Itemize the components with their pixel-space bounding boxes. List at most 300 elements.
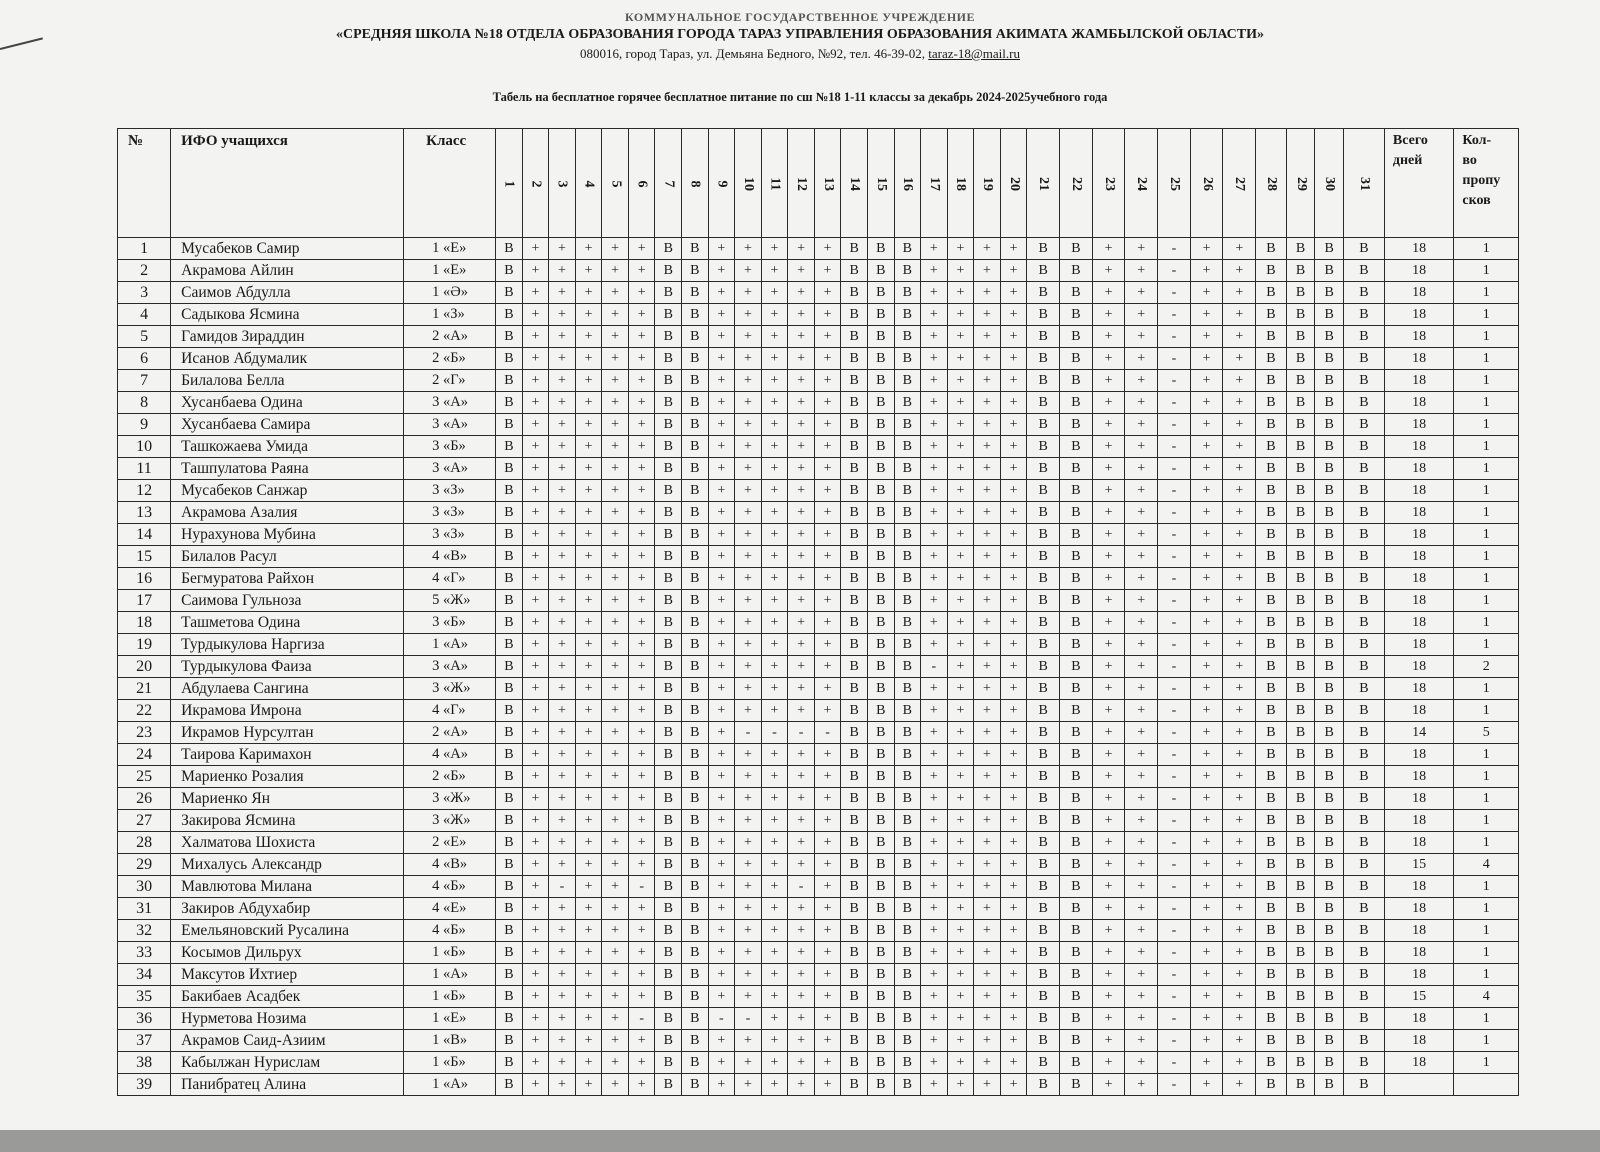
day-mark-cell: + — [788, 568, 815, 590]
day-mark-cell: + — [549, 326, 576, 348]
day-mark-cell: - — [1158, 810, 1191, 832]
missed-days-cell: 1 — [1454, 304, 1519, 326]
day-mark-cell: В — [1315, 590, 1344, 612]
student-name: Таирова Каримахон — [171, 744, 404, 766]
col-header-day: 22 — [1060, 129, 1093, 238]
day-mark-cell: В — [1060, 964, 1093, 986]
day-mark-cell: В — [1060, 546, 1093, 568]
student-class: 3 «Ж» — [404, 810, 496, 832]
day-mark-cell: В — [655, 568, 682, 590]
day-mark-cell: В — [1344, 722, 1385, 744]
row-number: 37 — [118, 1030, 171, 1052]
day-mark-cell: В — [1256, 304, 1287, 326]
table-row — [118, 832, 1519, 854]
col-header-day: 30 — [1315, 129, 1344, 238]
day-mark-cell: В — [894, 678, 921, 700]
day-mark-cell: В — [1027, 678, 1060, 700]
day-mark-cell: - — [1158, 854, 1191, 876]
student-name: Емельяновский Русалина — [171, 920, 404, 942]
day-mark-cell: + — [974, 414, 1001, 436]
day-mark-cell: + — [602, 524, 629, 546]
day-mark-cell: В — [841, 1052, 868, 1074]
day-mark-cell: + — [708, 392, 735, 414]
day-mark-cell: + — [921, 546, 948, 568]
day-mark-cell: + — [761, 282, 788, 304]
day-mark-cell: + — [522, 238, 549, 260]
day-mark-cell: + — [628, 238, 655, 260]
day-mark-cell: - — [1158, 524, 1191, 546]
table-row — [118, 238, 1519, 260]
missed-days-cell: 1 — [1454, 590, 1519, 612]
day-mark-cell: + — [522, 546, 549, 568]
day-mark-cell: + — [788, 744, 815, 766]
day-mark-cell: В — [841, 414, 868, 436]
day-mark-cell: + — [735, 392, 762, 414]
day-mark-cell: В — [1344, 260, 1385, 282]
day-mark-cell: + — [549, 282, 576, 304]
day-mark-cell: + — [1190, 854, 1223, 876]
day-mark-cell: В — [894, 282, 921, 304]
day-mark-cell: + — [549, 678, 576, 700]
day-mark-cell: + — [814, 304, 841, 326]
day-mark-cell: + — [761, 700, 788, 722]
student-class: 3 «Ж» — [404, 788, 496, 810]
row-number: 7 — [118, 370, 171, 392]
day-mark-cell: В — [867, 920, 894, 942]
day-mark-cell: + — [549, 370, 576, 392]
day-mark-cell: В — [496, 700, 523, 722]
day-mark-cell: + — [1190, 392, 1223, 414]
day-mark-cell: В — [894, 634, 921, 656]
day-mark-cell: + — [1125, 1074, 1158, 1096]
day-mark-cell: + — [549, 260, 576, 282]
day-mark-cell: В — [682, 348, 709, 370]
day-mark-cell: + — [921, 458, 948, 480]
day-mark-cell: В — [1286, 282, 1315, 304]
day-mark-cell: + — [814, 458, 841, 480]
day-mark-cell: В — [496, 788, 523, 810]
day-mark-cell: + — [708, 920, 735, 942]
day-mark-cell: В — [1315, 392, 1344, 414]
day-mark-cell: + — [708, 238, 735, 260]
day-mark-cell: + — [522, 568, 549, 590]
day-mark-cell: + — [628, 590, 655, 612]
day-mark-cell: + — [814, 392, 841, 414]
day-mark-cell: + — [735, 348, 762, 370]
day-mark-cell: + — [1223, 1052, 1256, 1074]
student-class: 4 «В» — [404, 854, 496, 876]
day-mark-cell: + — [1000, 590, 1027, 612]
day-mark-cell: В — [894, 1008, 921, 1030]
day-mark-cell: + — [761, 370, 788, 392]
day-mark-cell: В — [867, 260, 894, 282]
table-row — [118, 414, 1519, 436]
day-mark-cell: + — [628, 326, 655, 348]
day-mark-cell: + — [1000, 392, 1027, 414]
day-mark-cell: - — [1158, 1008, 1191, 1030]
day-mark-cell: + — [1125, 942, 1158, 964]
day-mark-cell: В — [1060, 414, 1093, 436]
day-mark-cell: + — [602, 502, 629, 524]
day-mark-cell: + — [735, 876, 762, 898]
day-mark-cell: В — [682, 282, 709, 304]
total-days-cell: 18 — [1384, 282, 1453, 304]
day-mark-cell: В — [682, 722, 709, 744]
day-mark-cell: В — [1256, 458, 1287, 480]
day-mark-cell: В — [1286, 656, 1315, 678]
row-number: 19 — [118, 634, 171, 656]
day-mark-cell: + — [735, 326, 762, 348]
day-mark-cell: В — [655, 744, 682, 766]
day-mark-cell: + — [708, 348, 735, 370]
day-mark-cell: В — [1315, 282, 1344, 304]
day-mark-cell: + — [788, 480, 815, 502]
day-mark-cell: + — [1190, 414, 1223, 436]
day-mark-cell: + — [735, 612, 762, 634]
student-name: Абдулаева Сангина — [171, 678, 404, 700]
student-name: Ташметова Одина — [171, 612, 404, 634]
day-mark-cell: В — [496, 392, 523, 414]
day-mark-cell: + — [1092, 524, 1125, 546]
table-row — [118, 568, 1519, 590]
missed-days-cell: 1 — [1454, 414, 1519, 436]
day-mark-cell: + — [947, 788, 974, 810]
day-mark-cell: В — [1060, 590, 1093, 612]
table-row — [118, 876, 1519, 898]
day-mark-cell: В — [841, 700, 868, 722]
day-mark-cell: + — [549, 568, 576, 590]
day-mark-cell: - — [1158, 502, 1191, 524]
day-mark-cell: В — [867, 1052, 894, 1074]
day-mark-cell: + — [788, 898, 815, 920]
day-mark-cell: + — [788, 524, 815, 546]
day-mark-cell: + — [788, 810, 815, 832]
day-mark-cell: + — [602, 634, 629, 656]
day-mark-cell: В — [1256, 1052, 1287, 1074]
day-mark-cell: + — [735, 656, 762, 678]
day-mark-cell: + — [628, 744, 655, 766]
day-mark-cell: + — [921, 260, 948, 282]
day-mark-cell: В — [655, 502, 682, 524]
day-mark-cell: + — [522, 1008, 549, 1030]
day-mark-cell: + — [1125, 986, 1158, 1008]
day-mark-cell: + — [522, 854, 549, 876]
missed-days-cell: 1 — [1454, 634, 1519, 656]
day-mark-cell: + — [602, 722, 629, 744]
day-mark-cell: В — [1286, 414, 1315, 436]
day-mark-cell: В — [1286, 854, 1315, 876]
col-header-day: 10 — [735, 129, 762, 238]
day-mark-cell: В — [894, 260, 921, 282]
day-mark-cell: + — [522, 700, 549, 722]
day-mark-cell: В — [841, 1030, 868, 1052]
table-row — [118, 546, 1519, 568]
day-mark-cell: В — [1256, 392, 1287, 414]
day-mark-cell: В — [682, 436, 709, 458]
day-mark-cell: В — [894, 876, 921, 898]
student-name: Саимов Абдулла — [171, 282, 404, 304]
day-mark-cell: + — [602, 458, 629, 480]
day-mark-cell: В — [682, 1052, 709, 1074]
day-mark-cell: В — [496, 898, 523, 920]
day-mark-cell: + — [1223, 436, 1256, 458]
day-mark-cell: + — [974, 942, 1001, 964]
day-mark-cell: + — [1092, 920, 1125, 942]
day-mark-cell: В — [1060, 612, 1093, 634]
day-mark-cell: В — [1344, 854, 1385, 876]
day-mark-cell: + — [1223, 370, 1256, 392]
day-mark-cell: + — [921, 414, 948, 436]
day-mark-cell: В — [1286, 612, 1315, 634]
day-mark-cell: В — [894, 502, 921, 524]
day-mark-cell: В — [841, 1074, 868, 1096]
day-mark-cell: - — [1158, 436, 1191, 458]
missed-days-cell: 1 — [1454, 832, 1519, 854]
day-mark-cell: В — [1060, 502, 1093, 524]
row-number: 9 — [118, 414, 171, 436]
day-mark-cell: В — [496, 436, 523, 458]
day-mark-cell: В — [682, 766, 709, 788]
day-mark-cell: + — [947, 436, 974, 458]
day-mark-cell: + — [575, 348, 602, 370]
day-mark-cell: + — [708, 678, 735, 700]
col-header-day: 28 — [1256, 129, 1287, 238]
day-mark-cell: + — [761, 876, 788, 898]
day-mark-cell: В — [655, 546, 682, 568]
day-mark-cell: + — [814, 282, 841, 304]
day-mark-cell: + — [1125, 810, 1158, 832]
day-mark-cell: + — [814, 370, 841, 392]
day-mark-cell: + — [814, 348, 841, 370]
day-mark-cell: В — [496, 766, 523, 788]
day-mark-cell: + — [814, 656, 841, 678]
day-mark-cell: + — [1000, 1052, 1027, 1074]
day-mark-cell: + — [788, 502, 815, 524]
day-mark-cell: В — [1315, 1052, 1344, 1074]
day-mark-cell: В — [1286, 304, 1315, 326]
day-mark-cell: + — [602, 260, 629, 282]
day-mark-cell: + — [735, 370, 762, 392]
row-number: 31 — [118, 898, 171, 920]
day-mark-cell: + — [1000, 238, 1027, 260]
day-mark-cell: В — [1256, 502, 1287, 524]
day-mark-cell: + — [549, 238, 576, 260]
day-mark-cell: + — [788, 370, 815, 392]
day-mark-cell: В — [682, 854, 709, 876]
day-mark-cell: В — [1344, 1030, 1385, 1052]
day-mark-cell: В — [1315, 414, 1344, 436]
day-mark-cell: - — [814, 722, 841, 744]
day-mark-cell: + — [974, 700, 1001, 722]
day-mark-cell: + — [788, 414, 815, 436]
day-mark-cell: + — [761, 634, 788, 656]
day-mark-cell: + — [974, 832, 1001, 854]
day-mark-cell: В — [1256, 436, 1287, 458]
day-mark-cell: + — [1092, 502, 1125, 524]
day-mark-cell: + — [735, 282, 762, 304]
day-mark-cell: В — [655, 788, 682, 810]
day-mark-cell: В — [894, 700, 921, 722]
col-header-day: 17 — [921, 129, 948, 238]
day-mark-cell: В — [894, 414, 921, 436]
day-mark-cell: + — [1092, 810, 1125, 832]
table-row — [118, 612, 1519, 634]
day-mark-cell: В — [1256, 480, 1287, 502]
col-header-day: 29 — [1286, 129, 1315, 238]
day-mark-cell: В — [1315, 744, 1344, 766]
day-mark-cell: + — [735, 700, 762, 722]
day-mark-cell: + — [1000, 1008, 1027, 1030]
student-class: 1 «Ә» — [404, 282, 496, 304]
day-mark-cell: В — [894, 986, 921, 1008]
col-header-day: 14 — [841, 129, 868, 238]
day-mark-cell: + — [549, 348, 576, 370]
day-mark-cell: + — [1092, 370, 1125, 392]
day-mark-cell: В — [894, 612, 921, 634]
row-number: 21 — [118, 678, 171, 700]
day-mark-cell: В — [867, 986, 894, 1008]
day-mark-cell: В — [867, 326, 894, 348]
day-mark-cell: В — [867, 854, 894, 876]
day-mark-cell: - — [1158, 876, 1191, 898]
day-mark-cell: В — [1315, 1008, 1344, 1030]
day-mark-cell: + — [947, 876, 974, 898]
day-mark-cell: В — [1027, 656, 1060, 678]
day-mark-cell: В — [1315, 436, 1344, 458]
day-mark-cell: В — [496, 524, 523, 546]
day-mark-cell: В — [1315, 920, 1344, 942]
day-mark-cell: + — [1000, 678, 1027, 700]
total-days-cell: 18 — [1384, 898, 1453, 920]
day-mark-cell: + — [761, 260, 788, 282]
day-mark-cell: В — [496, 876, 523, 898]
email-link[interactable]: taraz-18@mail.ru — [928, 46, 1020, 61]
day-mark-cell: В — [1027, 722, 1060, 744]
day-mark-cell: - — [1158, 1074, 1191, 1096]
day-mark-cell: + — [788, 634, 815, 656]
row-number: 28 — [118, 832, 171, 854]
day-mark-cell: В — [1344, 810, 1385, 832]
table-row — [118, 1052, 1519, 1074]
day-mark-cell: В — [867, 348, 894, 370]
day-mark-cell: + — [921, 898, 948, 920]
student-class: 4 «А» — [404, 744, 496, 766]
day-mark-cell: + — [708, 656, 735, 678]
row-number: 2 — [118, 260, 171, 282]
day-mark-cell: + — [602, 1052, 629, 1074]
day-mark-cell: + — [761, 326, 788, 348]
day-mark-cell: + — [1125, 744, 1158, 766]
day-mark-cell: В — [655, 1052, 682, 1074]
day-mark-cell: + — [1000, 458, 1027, 480]
day-mark-cell: + — [1223, 524, 1256, 546]
day-mark-cell: + — [735, 480, 762, 502]
table-row — [118, 986, 1519, 1008]
day-mark-cell: В — [1060, 480, 1093, 502]
day-mark-cell: В — [841, 678, 868, 700]
day-mark-cell: + — [761, 414, 788, 436]
day-mark-cell: + — [1000, 260, 1027, 282]
day-mark-cell: + — [921, 612, 948, 634]
day-mark-cell: + — [522, 876, 549, 898]
day-mark-cell: В — [655, 898, 682, 920]
day-mark-cell: + — [814, 766, 841, 788]
day-mark-cell: + — [602, 326, 629, 348]
day-mark-cell: + — [522, 898, 549, 920]
day-mark-cell: + — [708, 414, 735, 436]
day-mark-cell: В — [682, 612, 709, 634]
day-mark-cell: + — [522, 986, 549, 1008]
day-mark-cell: - — [1158, 458, 1191, 480]
day-mark-cell: + — [628, 634, 655, 656]
day-mark-cell: В — [1256, 810, 1287, 832]
day-mark-cell: В — [894, 238, 921, 260]
day-mark-cell: + — [788, 458, 815, 480]
day-mark-cell: В — [1060, 282, 1093, 304]
day-mark-cell: + — [1000, 1074, 1027, 1096]
day-mark-cell: В — [1060, 986, 1093, 1008]
day-mark-cell: + — [814, 546, 841, 568]
day-mark-cell: + — [1092, 722, 1125, 744]
day-mark-cell: В — [1027, 920, 1060, 942]
day-mark-cell: + — [947, 700, 974, 722]
day-mark-cell: + — [1125, 964, 1158, 986]
day-mark-cell: + — [522, 260, 549, 282]
day-mark-cell: В — [1256, 568, 1287, 590]
col-header-day: 5 — [602, 129, 629, 238]
day-mark-cell: + — [1125, 854, 1158, 876]
day-mark-cell: + — [549, 986, 576, 1008]
day-mark-cell: + — [788, 766, 815, 788]
total-days-cell: 18 — [1384, 260, 1453, 282]
day-mark-cell: В — [496, 986, 523, 1008]
day-mark-cell: В — [1344, 414, 1385, 436]
student-class: 1 «Е» — [404, 1008, 496, 1030]
day-mark-cell: + — [735, 260, 762, 282]
col-header-day: 1 — [496, 129, 523, 238]
day-mark-cell: В — [1060, 370, 1093, 392]
day-mark-cell: В — [1256, 634, 1287, 656]
day-mark-cell: + — [947, 722, 974, 744]
day-mark-cell: + — [947, 832, 974, 854]
day-mark-cell: - — [1158, 942, 1191, 964]
address-text: 080016, город Тараз, ул. Демьяна Бедного, №92, тел. 46-39-02, — [579, 46, 929, 61]
missed-days-cell: 1 — [1454, 546, 1519, 568]
day-mark-cell: + — [1092, 1052, 1125, 1074]
day-mark-cell: + — [1000, 854, 1027, 876]
day-mark-cell: + — [1223, 986, 1256, 1008]
day-mark-cell: В — [1060, 832, 1093, 854]
day-mark-cell: + — [1190, 744, 1223, 766]
day-mark-cell: В — [1315, 854, 1344, 876]
col-header-day: 24 — [1125, 129, 1158, 238]
day-mark-cell: + — [1190, 326, 1223, 348]
student-name: Закирова Ясмина — [171, 810, 404, 832]
day-mark-cell: + — [1000, 524, 1027, 546]
day-mark-cell: В — [1344, 678, 1385, 700]
col-header-day: 9 — [708, 129, 735, 238]
day-mark-cell: В — [1315, 480, 1344, 502]
day-mark-cell: + — [522, 832, 549, 854]
day-mark-cell: В — [1027, 986, 1060, 1008]
day-mark-cell: В — [496, 678, 523, 700]
row-number: 12 — [118, 480, 171, 502]
day-mark-cell: В — [1315, 986, 1344, 1008]
day-mark-cell: + — [549, 656, 576, 678]
student-class: 3 «З» — [404, 480, 496, 502]
day-mark-cell: + — [1125, 678, 1158, 700]
day-mark-cell: В — [1315, 458, 1344, 480]
